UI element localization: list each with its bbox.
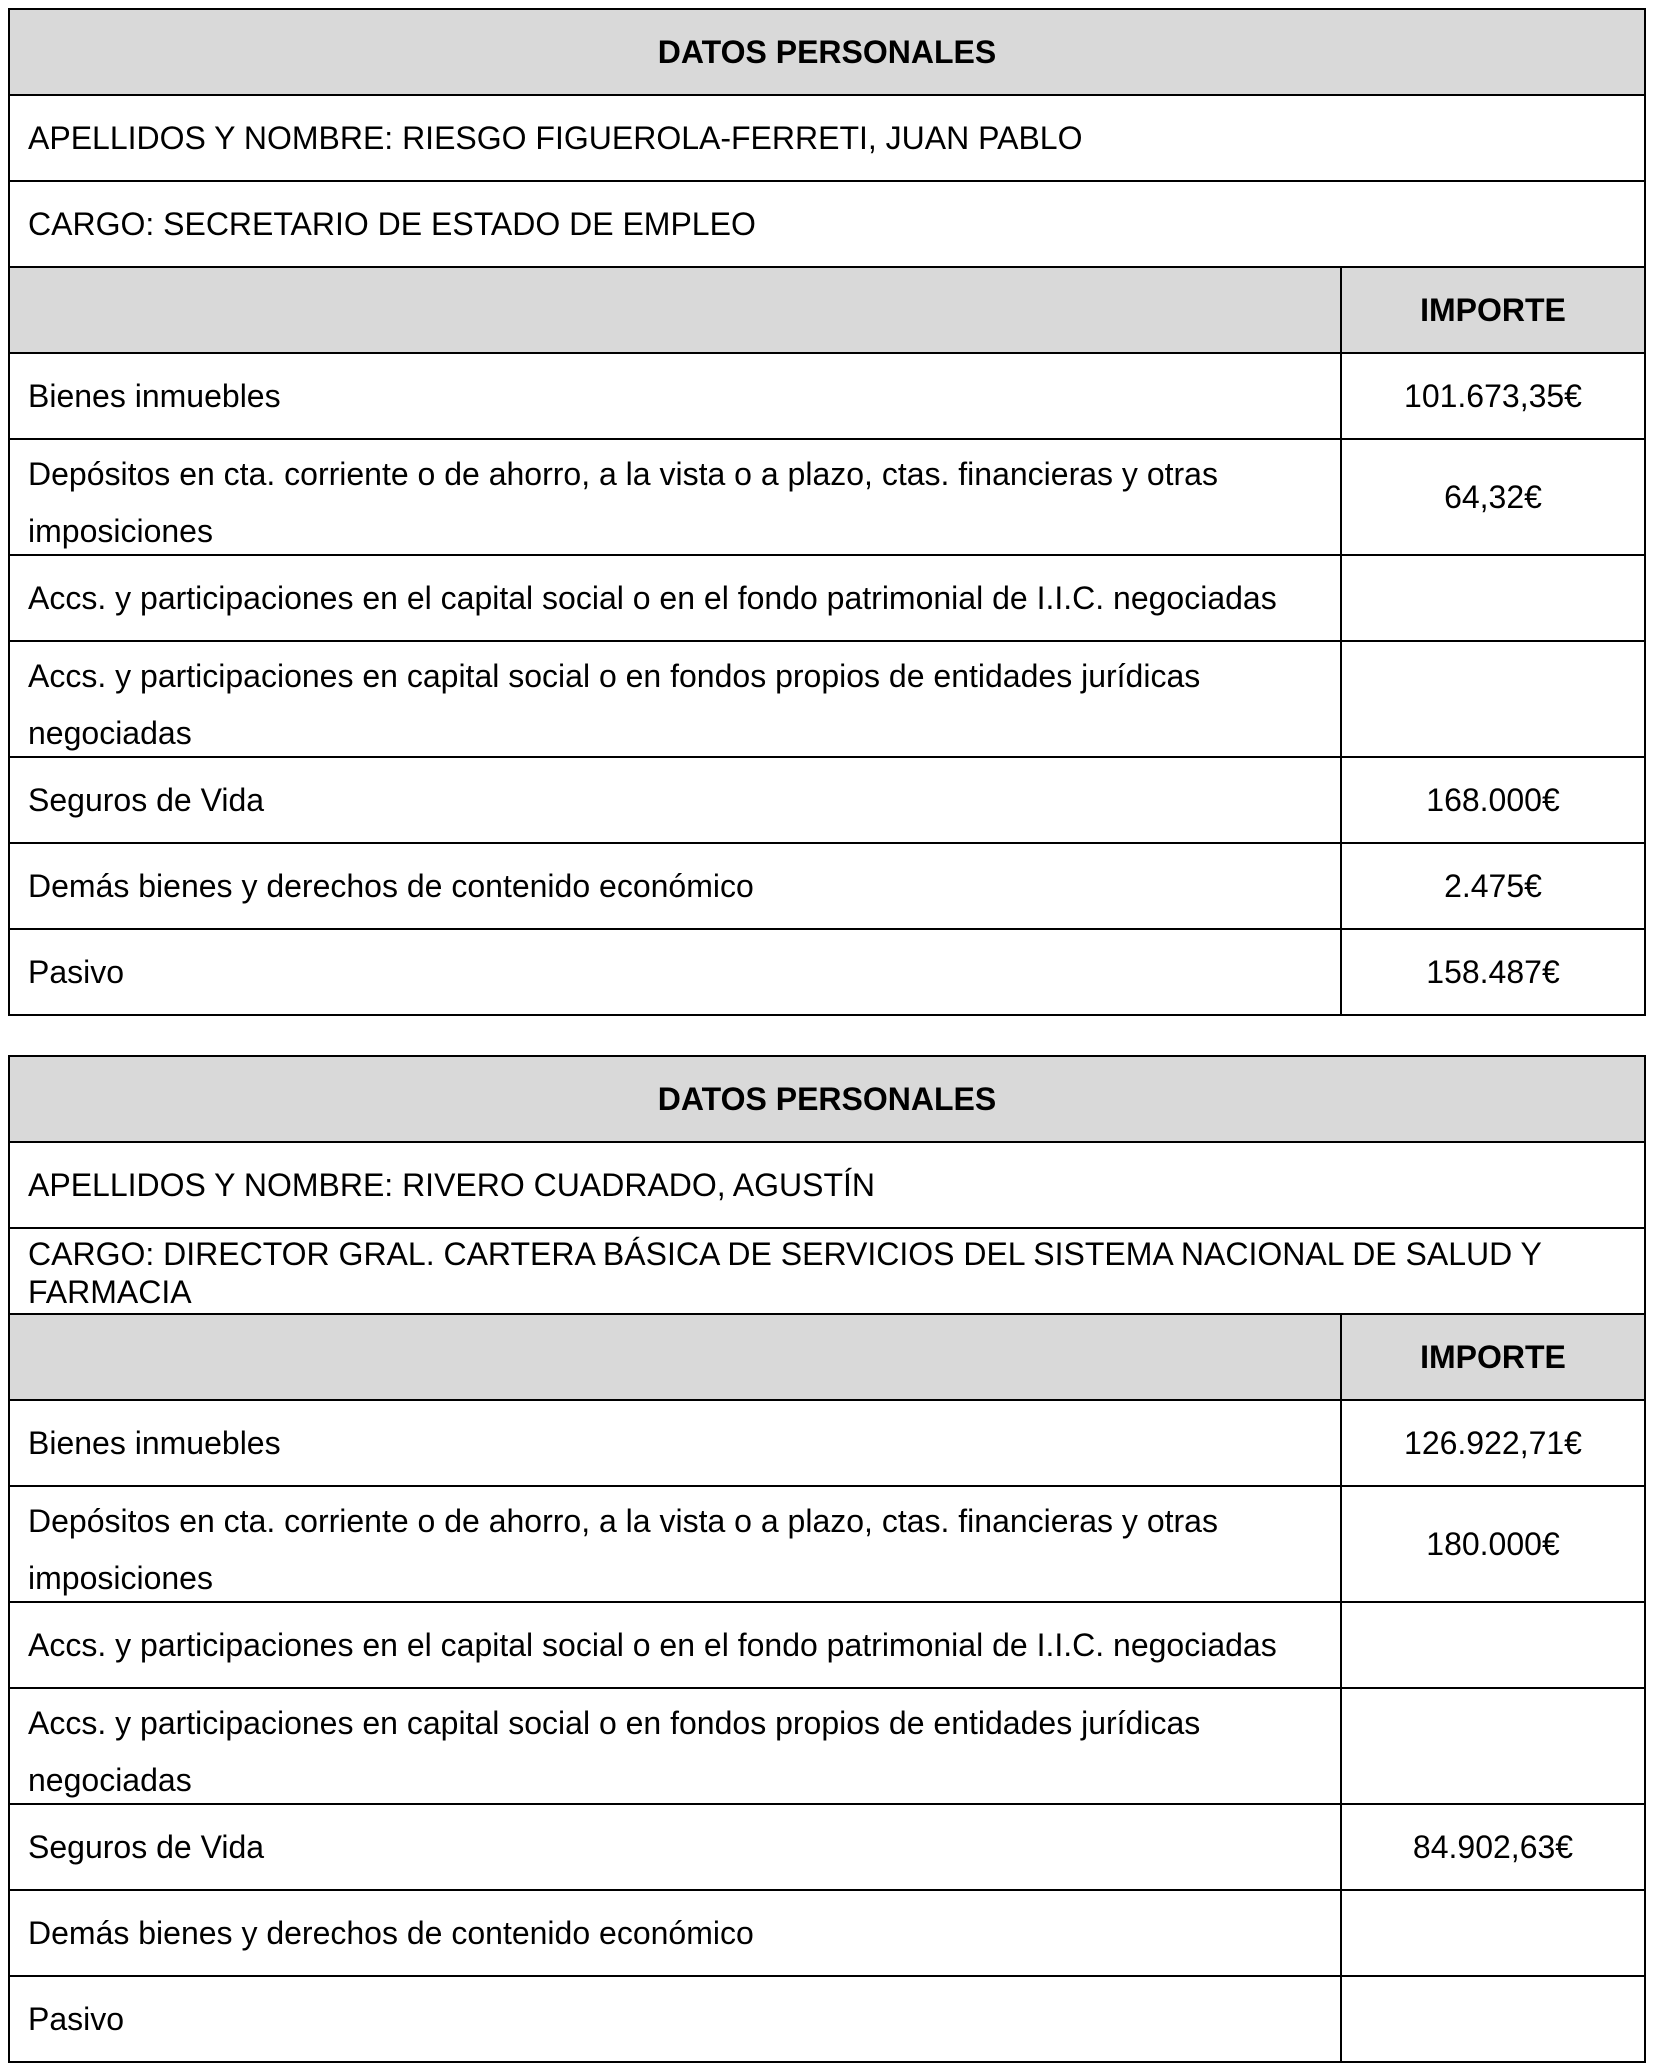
table-row: [10, 1687, 1644, 1803]
amount-column-header: IMPORTE: [1340, 268, 1644, 352]
row-value: 126.922,71€: [1340, 1401, 1644, 1485]
asset-declaration-table-1: [8, 8, 1646, 1016]
amount-header-blank: [10, 1315, 1340, 1399]
row-value: [1340, 556, 1644, 640]
row-value: 2.475€: [1340, 844, 1644, 928]
table-row: [10, 928, 1644, 1014]
table-row: [10, 756, 1644, 842]
row-value: [1340, 1977, 1644, 2061]
table-row: [10, 1803, 1644, 1889]
row-value: 64,32€: [1340, 440, 1644, 554]
row-value: [1340, 642, 1644, 756]
table-row: [10, 1601, 1644, 1687]
row-value: [1340, 1689, 1644, 1803]
row-value: 168.000€: [1340, 758, 1644, 842]
row-label: Demás bienes y derechos de contenido económico: [28, 1914, 754, 1951]
name-line: APELLIDOS Y NOMBRE: RIVERO CUADRADO, AGUSTÍN: [10, 1141, 1644, 1227]
table-row: [10, 842, 1644, 928]
amount-header-blank: [10, 268, 1340, 352]
row-label: Demás bienes y derechos de contenido económico: [28, 867, 754, 904]
amount-header-row: [10, 1313, 1644, 1399]
table-row: [10, 554, 1644, 640]
cargo-text: CARGO: DIRECTOR GRAL. CARTERA BÁSICA DE SERVICIOS DEL SISTEMA NACIONAL DE SALUD Y FARMACIA: [28, 1236, 1542, 1310]
cargo-line: CARGO: SECRETARIO DE ESTADO DE EMPLEO: [10, 180, 1644, 266]
table-row: [10, 352, 1644, 438]
row-label: Pasivo: [28, 953, 125, 990]
table-header: DATOS PERSONALES: [10, 10, 1644, 94]
row-label: Bienes inmuebles: [28, 1424, 281, 1461]
amount-column-header: IMPORTE: [1340, 1315, 1644, 1399]
table-row: [10, 1485, 1644, 1601]
row-label: Depósitos en cta. corriente o de ahorro, a la vista o a plazo, ctas. financieras y otras imposiciones: [28, 1503, 1218, 1596]
table-row: [10, 438, 1644, 554]
row-value: 101.673,35€: [1340, 354, 1644, 438]
row-label: Seguros de Vida: [28, 781, 265, 818]
table-header: DATOS PERSONALES: [10, 1057, 1644, 1141]
table-row: [10, 1399, 1644, 1485]
asset-declaration-table-2: [8, 1055, 1646, 2063]
row-value: [1340, 1891, 1644, 1975]
row-label: Accs. y participaciones en el capital social o en el fondo patrimonial de I.I.C. negociadas: [28, 1626, 1277, 1663]
table-row: [10, 1975, 1644, 2061]
row-label: Accs. y participaciones en capital social o en fondos propios de entidades jurídicas negociadas: [28, 658, 1201, 751]
row-value: 158.487€: [1340, 930, 1644, 1014]
row-value: 180.000€: [1340, 1487, 1644, 1601]
row-label: Pasivo: [28, 2000, 125, 2037]
row-label: Seguros de Vida: [28, 1828, 265, 1865]
table-row: [10, 640, 1644, 756]
row-label: Depósitos en cta. corriente o de ahorro, a la vista o a plazo, ctas. financieras y otras imposiciones: [28, 456, 1218, 549]
row-label: Bienes inmuebles: [28, 377, 281, 414]
cargo-line: [10, 1227, 1644, 1313]
row-label: Accs. y participaciones en capital social o en fondos propios de entidades jurídicas negociadas: [28, 1705, 1201, 1798]
row-label: Accs. y participaciones en el capital social o en el fondo patrimonial de I.I.C. negociadas: [28, 579, 1277, 616]
amount-header-row: [10, 266, 1644, 352]
row-value: 84.902,63€: [1340, 1805, 1644, 1889]
name-line: APELLIDOS Y NOMBRE: RIESGO FIGUEROLA-FERRETI, JUAN PABLO: [10, 94, 1644, 180]
table-row: [10, 1889, 1644, 1975]
row-value: [1340, 1603, 1644, 1687]
